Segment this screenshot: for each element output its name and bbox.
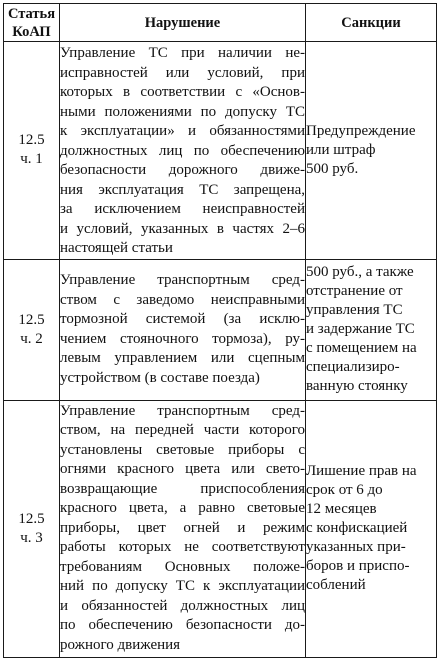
header-article-line-2: КоАП — [12, 23, 51, 40]
violation-line: тормозной системой (за исклю- — [60, 311, 305, 327]
violation-line: огнями красного цвета или свето- — [60, 461, 305, 478]
violation-line: левым управлением или сцепным — [60, 350, 305, 366]
sanction-line: Лишение прав на — [306, 463, 417, 479]
sanction-cell — [306, 400, 437, 657]
violation-line: должностных лиц по обеспечению — [60, 142, 305, 159]
header-violation: Нарушение — [60, 4, 306, 42]
sanction-line: специализиро- — [306, 359, 400, 375]
koap-violations-table — [3, 3, 437, 658]
sanction-line: боров и приспо- — [306, 558, 410, 574]
header-article — [4, 4, 60, 42]
article-line: 12.5 — [18, 311, 45, 328]
sanction-line: Предупреждение — [306, 122, 416, 139]
violation-cell — [60, 400, 306, 657]
table-row — [4, 259, 437, 400]
violation-line: приборы, цвет огней и режим — [60, 519, 305, 536]
sanction-line: 12 месяцев — [306, 501, 377, 517]
table-row — [4, 42, 437, 260]
sanction-line: ванную стоянку — [306, 378, 408, 394]
violation-line: по обеспечению безопасности до- — [60, 617, 305, 634]
violation-line: ством, на передней части которого — [60, 422, 305, 439]
sanction-line: или штраф — [306, 141, 376, 158]
sanction-line: срок от 6 до — [306, 482, 383, 498]
violation-line: Управление ТС при наличии не- — [60, 45, 305, 61]
violation-line: и обязанностей должностных лиц — [60, 597, 305, 614]
sanction-cell — [306, 259, 437, 400]
article-line: ч. 1 — [20, 151, 43, 168]
table-header-row — [4, 4, 437, 42]
violation-line: к эксплуатации» и обязанностями — [60, 123, 305, 139]
violation-line: Управление транспортным сред- — [60, 272, 305, 288]
table-row — [4, 400, 437, 657]
violation-line: возвращающие приспособления — [60, 480, 305, 497]
article-line: 12.5 — [18, 132, 45, 149]
violation-cell — [60, 259, 306, 400]
article-line: ч. 2 — [20, 330, 43, 347]
violation-line: ния эксплуатация ТС запрещена, — [60, 181, 305, 198]
sanction-line: отстранение от — [306, 283, 403, 299]
violation-line: и условий, указанных в частях 2–6 — [60, 220, 305, 237]
violation-line: устройством (в составе поезда) — [60, 369, 260, 386]
article-cell — [4, 259, 60, 400]
header-sanctions: Санкции — [306, 4, 437, 42]
violation-line: установлены световые приборы с — [60, 441, 305, 458]
violation-line: за исключением неисправностей — [60, 201, 305, 217]
violation-line: требованиям Основных положе- — [60, 558, 305, 575]
sanction-line: соблений — [306, 577, 366, 593]
violation-line: ством с заведомо неисправными — [60, 291, 305, 308]
sanction-line: 500 руб. — [306, 160, 359, 177]
violation-line: ными положениями по допуску ТС — [60, 103, 305, 120]
article-cell — [4, 42, 60, 260]
article-line: 12.5 — [18, 510, 45, 527]
sanction-line: управления ТС — [306, 302, 403, 318]
violation-line: рожного движения — [60, 636, 181, 653]
sanction-line: и задержание ТС — [306, 321, 415, 337]
article-cell — [4, 400, 60, 657]
violation-line: которых в соответствии с «Основ- — [60, 84, 305, 100]
sanction-line: с конфискацией — [306, 520, 408, 536]
violation-line: ний по допуску ТС к эксплуатации — [60, 578, 305, 595]
violation-line: работы которых не соответствуют — [60, 539, 305, 556]
sanction-line: 500 руб., а также — [306, 264, 414, 280]
violation-line: исправностей или условий, при — [60, 64, 305, 81]
sanction-line: указанных при- — [306, 539, 406, 555]
sanction-cell — [306, 42, 437, 260]
violation-line: чением стояночного тормоза), ру- — [60, 330, 305, 347]
violation-line: настоящей статьи — [60, 240, 173, 256]
violation-line: Управление транспортным сред- — [60, 402, 305, 419]
header-article-line-1: Статья — [7, 5, 56, 22]
violation-line: безопасности дорожного движе- — [60, 162, 305, 178]
article-line: ч. 3 — [20, 529, 43, 546]
sanction-line: с помещением на — [306, 340, 417, 356]
violation-cell — [60, 42, 306, 260]
violation-line: красного цвета, а равно световые — [60, 500, 305, 517]
